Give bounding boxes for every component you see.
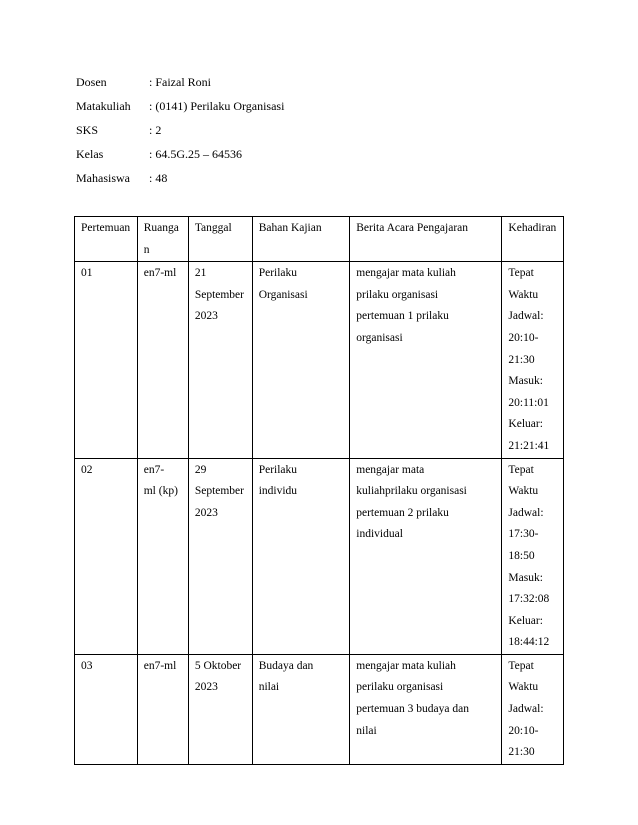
cell-berita-acara-line: pertemuan 1 prilaku bbox=[356, 310, 449, 323]
cell-ruangan bbox=[137, 458, 188, 654]
cell-kehadiran-line: 18:44:12 bbox=[508, 636, 550, 649]
cell-berita-acara-line: perilaku organisasi bbox=[356, 681, 444, 694]
cell-berita-acara-line: mengajar mata kuliah bbox=[356, 659, 456, 672]
cell-pertemuan bbox=[75, 262, 138, 458]
cell-ruangan bbox=[137, 654, 188, 764]
column-header-bahan-kajian: Bahan Kajian bbox=[252, 217, 350, 262]
cell-berita-acara-line: individual bbox=[356, 528, 403, 541]
table-body bbox=[75, 262, 564, 765]
cell-kehadiran-line: 17:30- bbox=[508, 528, 539, 541]
cell-ruangan-line: en7-ml bbox=[143, 659, 177, 672]
cell-pertemuan-line: 02 bbox=[81, 463, 93, 476]
sks-value: : 2 bbox=[149, 123, 162, 137]
column-header-ruangan: Ruangan bbox=[137, 217, 188, 262]
column-header-kehadiran: Kehadiran bbox=[502, 217, 564, 262]
cell-ruangan bbox=[137, 262, 188, 458]
info-row-sks bbox=[76, 120, 284, 144]
cell-tanggal bbox=[188, 654, 252, 764]
sks-label: SKS bbox=[76, 123, 99, 137]
cell-berita-acara-line: kuliahprilaku organisasi bbox=[356, 485, 467, 498]
info-row-kelas bbox=[76, 144, 284, 168]
cell-ruangan-line: en7- bbox=[143, 463, 165, 476]
cell-kehadiran-line: Masuk: bbox=[508, 375, 543, 388]
cell-tanggal-line: 2023 bbox=[194, 681, 218, 694]
cell-kehadiran-line: Waktu bbox=[508, 681, 539, 694]
cell-kehadiran-line: 21:21:41 bbox=[508, 439, 550, 452]
cell-kehadiran-line: Tepat bbox=[508, 463, 534, 476]
kelas-label: Kelas bbox=[76, 147, 104, 161]
cell-bahan-kajian-line: Perilaku bbox=[258, 267, 298, 280]
cell-tanggal-line: 29 bbox=[194, 463, 207, 476]
cell-kehadiran-line: Waktu bbox=[508, 288, 539, 301]
cell-pertemuan-line: 03 bbox=[81, 659, 93, 672]
dosen-label: Dosen bbox=[76, 75, 107, 89]
attendance-table bbox=[74, 216, 564, 765]
table-row bbox=[75, 262, 564, 458]
cell-berita-acara bbox=[350, 458, 502, 654]
cell-ruangan-line: en7-ml bbox=[143, 267, 177, 280]
cell-kehadiran bbox=[502, 262, 564, 458]
info-row-dosen bbox=[76, 72, 284, 96]
cell-kehadiran-line: 21:30 bbox=[508, 353, 535, 366]
cell-kehadiran bbox=[502, 458, 564, 654]
cell-kehadiran-line: Jadwal: bbox=[508, 310, 544, 323]
cell-tanggal bbox=[188, 262, 252, 458]
cell-kehadiran-line: Jadwal: bbox=[508, 506, 544, 519]
cell-kehadiran-line: 17:32:08 bbox=[508, 593, 550, 606]
cell-berita-acara-line: mengajar mata kuliah bbox=[356, 267, 456, 280]
cell-kehadiran-line: Keluar: bbox=[508, 614, 543, 627]
cell-pertemuan bbox=[75, 458, 138, 654]
cell-kehadiran-line: Jadwal: bbox=[508, 703, 544, 716]
cell-pertemuan-line: 01 bbox=[81, 267, 93, 280]
cell-kehadiran-line: Waktu bbox=[508, 485, 539, 498]
cell-kehadiran bbox=[502, 654, 564, 764]
cell-berita-acara-line: mengajar mata bbox=[356, 463, 425, 476]
info-row-mahasiswa bbox=[76, 168, 284, 192]
cell-bahan-kajian bbox=[252, 654, 350, 764]
cell-bahan-kajian-line: Budaya dan bbox=[258, 659, 314, 672]
cell-berita-acara-line: prilaku organisasi bbox=[356, 288, 439, 301]
cell-tanggal-line: September bbox=[194, 485, 244, 498]
table-row bbox=[75, 654, 564, 764]
cell-bahan-kajian-line: individu bbox=[258, 485, 298, 498]
cell-kehadiran-line: 21:30 bbox=[508, 746, 535, 759]
cell-berita-acara bbox=[350, 262, 502, 458]
info-row-matakuliah bbox=[76, 96, 284, 120]
cell-tanggal-line: September bbox=[194, 288, 244, 301]
cell-ruangan-line: ml (kp) bbox=[143, 485, 178, 498]
cell-berita-acara-line: pertemuan 3 budaya dan bbox=[356, 703, 469, 716]
cell-pertemuan bbox=[75, 654, 138, 764]
cell-kehadiran-line: Masuk: bbox=[508, 571, 543, 584]
cell-bahan-kajian-line: Organisasi bbox=[258, 288, 308, 301]
table-header-row bbox=[75, 217, 564, 262]
cell-tanggal-line: 5 Oktober bbox=[194, 659, 242, 672]
cell-tanggal-line: 2023 bbox=[194, 506, 218, 519]
table-row bbox=[75, 458, 564, 654]
matakuliah-value: : (0141) Perilaku Organisasi bbox=[149, 99, 285, 113]
column-header-tanggal: Tanggal bbox=[188, 217, 252, 262]
cell-kehadiran-line: 18:50 bbox=[508, 549, 535, 562]
cell-bahan-kajian bbox=[252, 262, 350, 458]
cell-kehadiran-line: 20:11:01 bbox=[508, 396, 549, 409]
cell-berita-acara-line: nilai bbox=[356, 724, 377, 737]
column-header-pertemuan: Pertemuan bbox=[75, 217, 138, 262]
kelas-value: : 64.5G.25 – 64536 bbox=[149, 147, 242, 161]
cell-tanggal bbox=[188, 458, 252, 654]
matakuliah-label: Matakuliah bbox=[76, 99, 131, 113]
cell-kehadiran-line: Tepat bbox=[508, 267, 534, 280]
mahasiswa-value: : 48 bbox=[149, 171, 168, 185]
cell-kehadiran-line: 20:10- bbox=[508, 724, 539, 737]
cell-tanggal-line: 21 bbox=[194, 267, 207, 280]
mahasiswa-label: Mahasiswa bbox=[76, 171, 130, 185]
cell-kehadiran-line: Keluar: bbox=[508, 418, 543, 431]
column-header-berita-acara: Berita Acara Pengajaran bbox=[350, 217, 502, 262]
cell-bahan-kajian-line: nilai bbox=[258, 681, 280, 694]
cell-berita-acara-line: pertemuan 2 prilaku bbox=[356, 506, 449, 519]
cell-bahan-kajian-line: Perilaku bbox=[258, 463, 298, 476]
course-info bbox=[76, 72, 284, 192]
cell-berita-acara bbox=[350, 654, 502, 764]
cell-kehadiran-line: 20:10- bbox=[508, 331, 539, 344]
dosen-value: : Faizal Roni bbox=[149, 75, 211, 89]
cell-kehadiran-line: Tepat bbox=[508, 659, 534, 672]
cell-tanggal-line: 2023 bbox=[194, 310, 218, 323]
cell-berita-acara-line: organisasi bbox=[356, 331, 403, 344]
cell-bahan-kajian bbox=[252, 458, 350, 654]
